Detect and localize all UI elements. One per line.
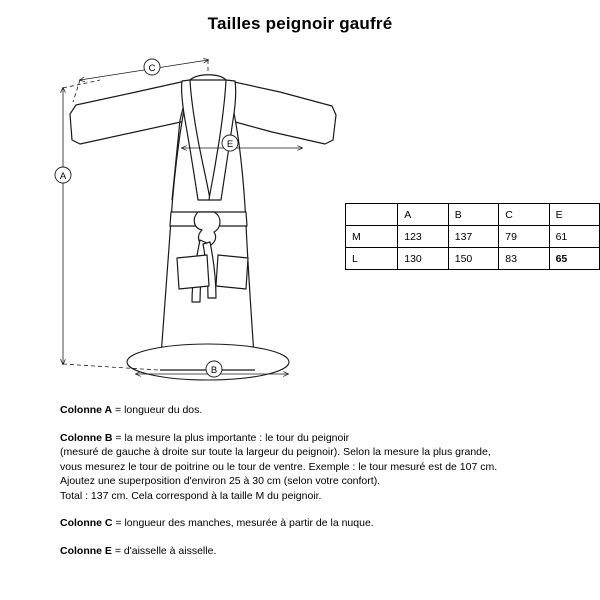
table-header-cell-a: A	[398, 204, 449, 226]
legend-title-e: Colonne E	[60, 544, 112, 557]
legend-line: (mesuré de gauche à droite sur toute la largeur du peignoir). Selon la mesure la plus grande,	[60, 446, 491, 458]
legend-item-a	[60, 403, 560, 418]
table-header-cell-c: C	[499, 204, 549, 226]
label-b: B	[210, 365, 218, 376]
size-table	[345, 203, 600, 270]
table-cell-size: M	[346, 226, 398, 248]
legend-line	[60, 516, 560, 531]
legend-title-a: Colonne A	[60, 404, 113, 416]
legend-title-c: Colonne C	[60, 517, 113, 529]
legend-line: Ajoutez une superposition d'environ 25 à 30 cm (selon votre confort).	[60, 475, 381, 487]
table-cell-e: 61	[549, 226, 599, 248]
legend-item-e	[60, 544, 560, 559]
table-header-row	[346, 204, 600, 226]
label-e: E	[226, 139, 234, 150]
legend-line	[60, 544, 560, 559]
label-a: A	[59, 171, 67, 182]
table-row	[346, 226, 600, 248]
table-cell-a: 123	[398, 226, 449, 248]
table-cell-b: 150	[448, 248, 499, 270]
robe-outline	[70, 75, 336, 370]
legend-text-a: = longueur du dos.	[112, 404, 203, 416]
legend-item-b	[60, 431, 560, 504]
table-cell-c: 83	[499, 248, 549, 270]
table-header-cell-b: B	[448, 204, 499, 226]
legend-line: vous mesurez le tour de poitrine ou le tour de ventre. Exemple : le tour mesuré est de 107 cm.	[60, 460, 498, 473]
legend-text-c: = longueur des manches, mesurée à partir de la nuque.	[112, 517, 374, 529]
bathrobe-diagram	[40, 40, 340, 390]
table-cell-c: 79	[499, 226, 549, 248]
table-cell-b: 137	[448, 226, 499, 248]
legend-title-b: Colonne B	[60, 431, 113, 444]
legend-line	[60, 403, 560, 418]
table-header-cell-size	[346, 204, 398, 226]
legend-line	[60, 431, 560, 446]
table-cell-a: 130	[398, 248, 449, 270]
table-cell-e: 65	[549, 248, 599, 270]
label-c: C	[148, 63, 156, 74]
legend-line: Total : 137 cm. Cela correspond à la taille M du peignoir.	[60, 489, 322, 502]
table-header-cell-e: E	[549, 204, 599, 226]
legend-text-b: = la mesure la plus importante : le tour du peignoir	[112, 431, 350, 444]
page-title: Tailles peignoir gaufré	[207, 14, 393, 33]
table-row	[346, 248, 600, 270]
legend-text-e: = d'aisselle à aisselle.	[111, 544, 217, 557]
legend-item-c	[60, 516, 560, 531]
legend	[60, 403, 560, 558]
table-cell-size: L	[346, 248, 398, 270]
